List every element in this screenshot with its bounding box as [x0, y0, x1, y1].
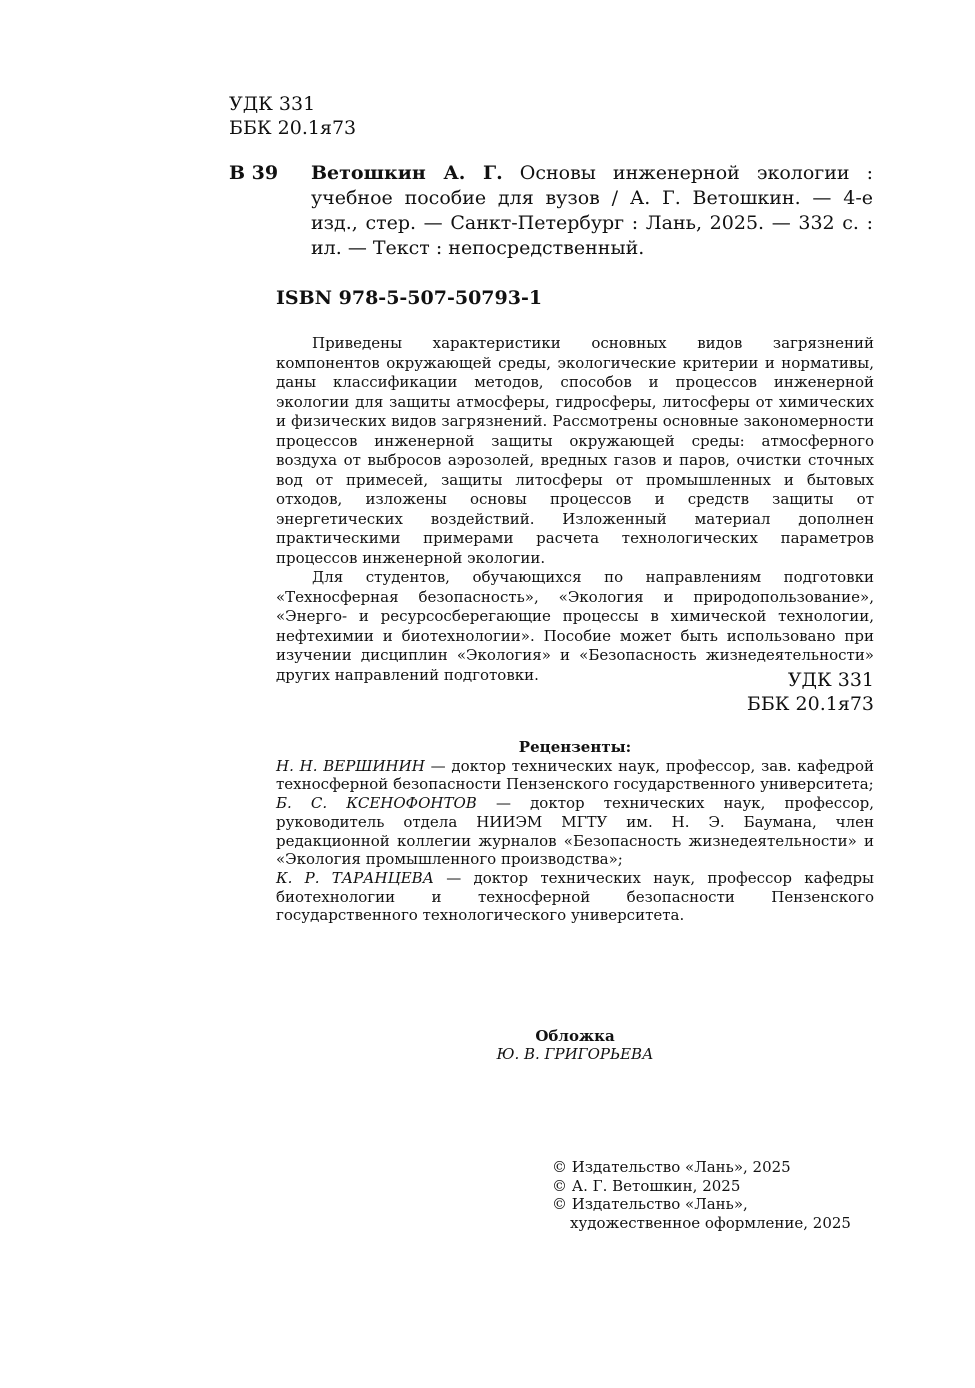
- reviewer-entry: [276, 757, 874, 794]
- top-classification-codes: [229, 92, 356, 140]
- copyright-line: © Издательство «Лань», 2025: [552, 1158, 791, 1176]
- bibliographic-text: Основы инженерной экологии : учебное пособие для вузов / А. Г. Ветошкин. — 4-е изд., стер. — Санкт-Петербург : Лань, 2025. — 332 с. : ил. — Текст : непосредственный.: [311, 162, 874, 259]
- abstract: [276, 334, 874, 685]
- cover-credit: [276, 1027, 874, 1063]
- udk-code: УДК 331: [787, 669, 874, 691]
- reviewer-description: — доктор технических наук, профессор, зав. кафедрой техносферной безопасности Пензенского государственного университета;: [276, 756, 874, 794]
- reviewer-entry: [276, 794, 874, 869]
- reviewer-description: — доктор технических наук, профессор, руководитель отдела НИИЭМ МГТУ им. Н. Э. Баумана, член редакционной коллегии журналов «Безопасность жизнедеятельности» и «Экология промышленного производства»;: [276, 794, 874, 869]
- cover-heading: Обложка: [535, 1027, 615, 1045]
- abstract-paragraph: Для студентов, обучающихся по направлениям подготовки «Техносферная безопасность», «Экология и природопользование», «Энерго- и ресурсосберегающие процессы в химической технологии, нефтехимии и биотехнологии». Пособие может быть использовано при изучении дисциплин «Экология» и «Безопасность жизнедеятельности» других направлений подготовки.: [276, 568, 874, 684]
- copyright-block: [552, 1158, 851, 1232]
- bbk-code: ББК 20.1я73: [229, 117, 357, 139]
- reviewer-name: Б. С. КСЕНОФОНТОВ: [276, 794, 477, 813]
- copyright-line: художественное оформление, 2025: [570, 1213, 851, 1232]
- udk-code: УДК 331: [229, 93, 316, 115]
- reviewer-description: — доктор технических наук, профессор кафедры биотехнологии и техносферной безопасности Пензенского государственного технологического университета.: [276, 868, 874, 925]
- reviewer-entry: [276, 869, 874, 925]
- abstract-paragraph: Приведены характеристики основных видов загрязнений компонентов окружающей среды, экологические критерии и нормативы, даны классификации методов, способов и процессов инженерной экологии для защиты атмосферы, гидросферы, литосферы от химических и физических видов загрязнений. Рассмотрены основные закономерности процессов инженерной защиты окружающей среды: атмосферного воздуха от выбросов аэрозолей, вредных газов и паров, очистки сточных вод от примесей, защиты литосферы от промышленных и бытовых отходов, изложены основы процессов и средств защиты от энергетических воздействий. Изложенный материал дополнен практическими примерами расчета технологических параметров процессов инженерной экологии.: [276, 334, 874, 567]
- reviewer-name: К. Р. ТАРАНЦЕВА: [276, 868, 435, 887]
- copyright-line: © А. Г. Ветошкин, 2025: [552, 1176, 741, 1195]
- author-name: Ветошкин А. Г.: [311, 162, 503, 184]
- cover-designer: Ю. В. ГРИГОРЬЕВА: [496, 1045, 654, 1063]
- isbn: ISBN 978-5-507-50793-1: [276, 287, 543, 309]
- reviewer-name: Н. Н. ВЕРШИНИН: [276, 756, 425, 775]
- bbk-code: ББК 20.1я73: [746, 693, 874, 715]
- bottom-classification-codes: [747, 668, 874, 716]
- author-mark: В 39: [229, 162, 279, 184]
- bibliographic-record: [311, 161, 873, 261]
- reviewers-heading: Рецензенты:: [518, 738, 632, 756]
- reviewers-section: [276, 738, 874, 925]
- copyright-line: © Издательство «Лань»,: [552, 1195, 748, 1213]
